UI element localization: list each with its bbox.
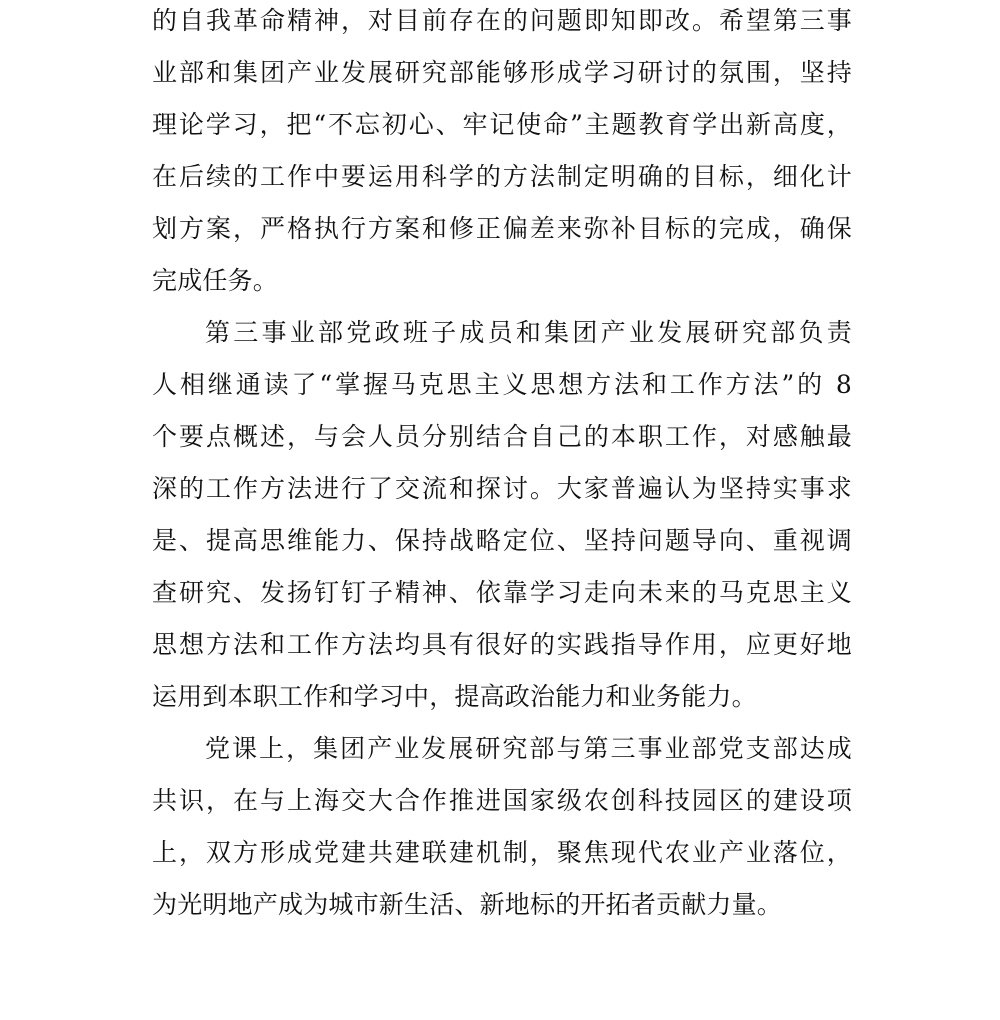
- paragraph-line: 运用到本职工作和学习中，提高政治能力和业务能力。: [152, 682, 757, 711]
- paragraph-line: 划方案，严格执行方案和修正偏差来弥补目标的完成，确保: [152, 214, 852, 243]
- paragraph-line: 党课上，集团产业发展研究部与第三事业部党支部达成: [205, 734, 852, 763]
- paragraph-line: 理论学习，把“不忘初心、牢记使命”主题教育学出新高度，: [152, 110, 852, 139]
- paragraph-line: 共识，在与上海交大合作推进国家级农创科技园区的建设项: [152, 786, 852, 815]
- paragraph-line: 人相继通读了“掌握马克思主义思想方法和工作方法”的 8: [152, 370, 852, 399]
- paragraph-line: 个要点概述，与会人员分别结合自己的本职工作，对感触最: [152, 422, 852, 451]
- paragraph-line: 业部和集团产业发展研究部能够形成学习研讨的氛围，坚持: [152, 58, 852, 87]
- paragraph-line: 上，双方形成党建共建联建机制，聚焦现代农业产业落位，: [152, 838, 852, 867]
- paragraph-line: 为光明地产成为城市新生活、新地标的开拓者贡献力量。: [152, 890, 783, 919]
- paragraph-line: 深的工作方法进行了交流和探讨。大家普遍认为坚持实事求: [152, 474, 852, 503]
- paragraph-line: 在后续的工作中要运用科学的方法制定明确的目标，细化计: [152, 162, 852, 191]
- paragraph-line: 的自我革命精神，对目前存在的问题即知即改。希望第三事: [152, 6, 852, 35]
- paragraph-line: 是、提高思维能力、保持战略定位、坚持问题导向、重视调: [152, 526, 852, 555]
- paragraph-line: 完成任务。: [152, 266, 279, 295]
- paragraph-line: 思想方法和工作方法均具有很好的实践指导作用，应更好地: [152, 630, 852, 659]
- paragraph-line: 第三事业部党政班子成员和集团产业发展研究部负责: [205, 318, 852, 347]
- paragraph-line: 查研究、发扬钉钉子精神、依靠学习走向未来的马克思主义: [152, 578, 852, 607]
